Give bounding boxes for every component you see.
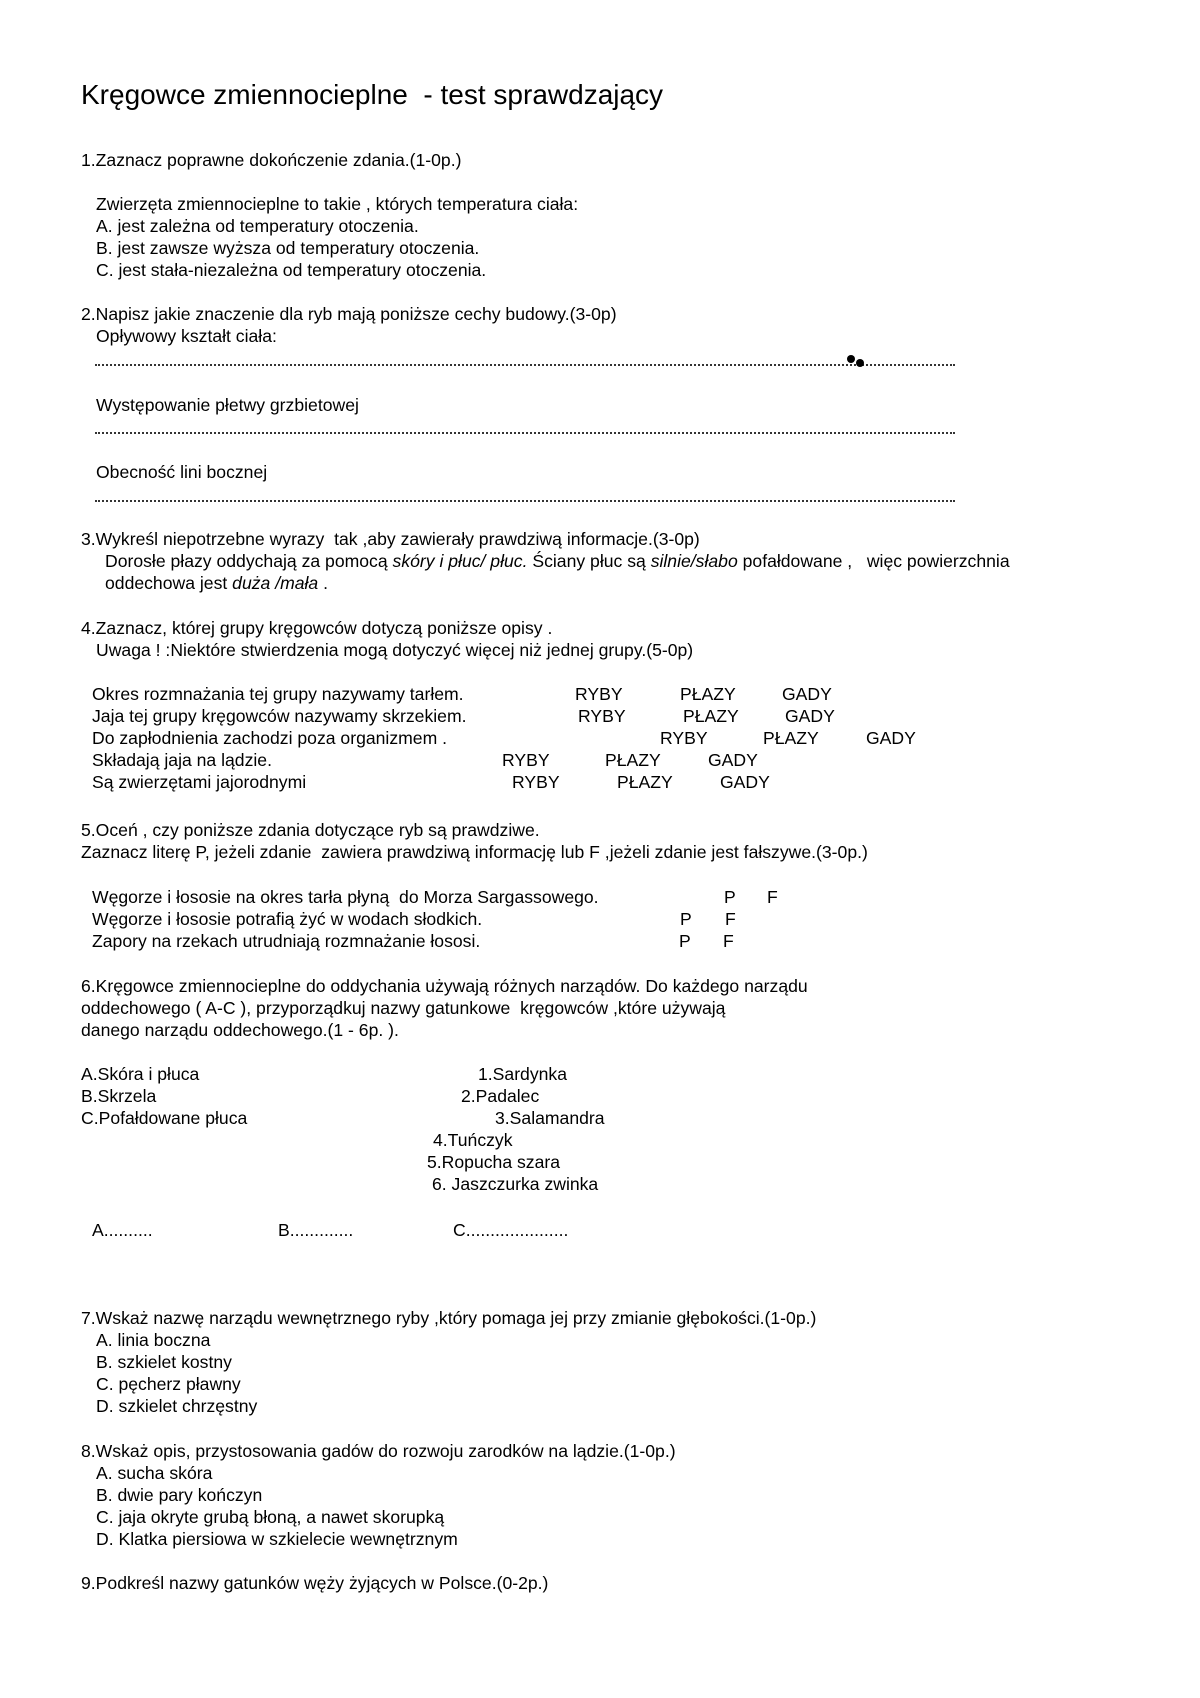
q4-option-gady[interactable]: GADY [720,772,770,792]
q2-feature-1: Opływowy kształt ciała: [96,326,277,346]
q6-organ-c: C.Pofałdowane płuca [81,1108,248,1128]
q4-option-plazy[interactable]: PŁAZY [680,684,736,704]
q4-option-ryby[interactable]: RYBY [660,728,708,748]
q8-option-d[interactable]: D. Klatka piersiowa w szkielecie wewnętrznym [96,1529,458,1549]
q6-answer-b[interactable]: B............. [278,1220,354,1240]
q3-text: oddechowa jest [105,573,233,593]
q4-statement: Są zwierzętami jajorodnymi [92,772,307,792]
q4-statement: Składają jaja na lądzie. [92,750,272,770]
q8-option-a[interactable]: A. sucha skóra [96,1463,213,1483]
q4-option-ryby[interactable]: RYBY [502,750,550,770]
q7-option-d[interactable]: D. szkielet chrzęstny [96,1396,258,1416]
q3-choice-folding[interactable]: silnie/słabo [650,551,738,571]
q5-statement: Węgorze i łososie na okres tarła płyną do Morza Sargassowego. [92,887,599,907]
q4-option-ryby[interactable]: RYBY [578,706,626,726]
q4-option-plazy[interactable]: PŁAZY [683,706,739,726]
q4-option-gady[interactable]: GADY [708,750,758,770]
q6-species-1: 1.Sardynka [478,1064,567,1084]
q7-option-b[interactable]: B. szkielet kostny [96,1352,232,1372]
q9-prompt: 9.Podkreśl nazwy gatunków węży żyjących w Polsce.(0-2p.) [81,1573,549,1593]
q6-prompt-line: danego narządu oddechowego.(1 - 6p. ). [81,1020,399,1040]
q5-option-f[interactable]: F [767,887,778,907]
q4-statement: Do zapłodnienia zachodzi poza organizmem . [92,728,448,748]
q3-prompt: 3.Wykreśl niepotrzebne wyrazy tak ,aby zawierały prawdziwą informacje.(3-0p) [81,529,700,549]
q1-stem: Zwierzęta zmiennocieplne to takie , których temperatura ciała: [96,194,579,214]
q1-option-a: A. jest zależna od temperatury otoczenia. [96,216,419,236]
q4-prompt: 4.Zaznacz, której grupy kręgowców dotyczą poniższe opisy . [81,618,553,638]
q4-option-plazy[interactable]: PŁAZY [605,750,661,770]
q6-prompt-line: 6.Kręgowce zmiennocieplne do oddychania używają różnych narządów. Do każdego narządu [81,976,808,996]
q1-option-c: C. jest stała-niezależna od temperatury otoczenia. [96,260,487,280]
q2-feature-3: Obecność lini bocznej [96,462,268,482]
q2-prompt: 2.Napisz jakie znaczenie dla ryb mają poniższe cechy budowy.(3-0p) [81,304,617,324]
q4-option-gady[interactable]: GADY [785,706,835,726]
q3-choice-surface[interactable]: duża /mała [232,573,319,593]
q3-sentence-line-1 [105,550,1010,572]
q4-option-gady[interactable]: GADY [782,684,832,704]
q4-option-plazy[interactable]: PŁAZY [763,728,819,748]
q6-answer-a[interactable]: A.......... [92,1220,153,1240]
q6-organ-b: B.Skrzela [81,1086,157,1106]
q5-option-p[interactable]: P [724,887,736,907]
q3-text: Ściany płuc są [527,551,651,571]
q5-option-f[interactable]: F [723,931,734,951]
q6-species-4: 4.Tuńczyk [433,1130,513,1150]
q5-statement: Węgorze i łososie potrafią żyć w wodach słodkich. [92,909,483,929]
q6-species-3: 3.Salamandra [495,1108,605,1128]
q6-species-6: 6. Jaszczurka zwinka [432,1174,599,1194]
q3-text: Dorosłe płazy oddychają za pomocą [105,551,393,571]
q5-statement: Zapory na rzekach utrudniają rozmnażanie łososi. [92,931,481,951]
q5-option-p[interactable]: P [679,931,691,951]
q5-option-p[interactable]: P [680,909,692,929]
q2-answer-line-3[interactable] [95,500,955,502]
q4-note: Uwaga ! :Niektóre stwierdzenia mogą dotyczyć więcej niż jednej grupy.(5-0p) [96,640,694,660]
q6-species-2: 2.Padalec [461,1086,540,1106]
q4-option-ryby[interactable]: RYBY [512,772,560,792]
q3-text: . [318,573,328,593]
q3-choice-breathing[interactable]: skóry i płuc/ płuc. [392,551,528,571]
q7-option-c[interactable]: C. pęcherz pławny [96,1374,241,1394]
q4-option-ryby[interactable]: RYBY [575,684,623,704]
q6-species-5: 5.Ropucha szara [427,1152,561,1172]
q4-option-gady[interactable]: GADY [866,728,916,748]
ink-dots-mark [845,354,867,368]
q8-prompt: 8.Wskaż opis, przystosowania gadów do rozwoju zarodków na lądzie.(1-0p.) [81,1441,676,1461]
q2-feature-2: Występowanie płetwy grzbietowej [96,395,359,415]
q3-sentence-line-2 [105,572,328,594]
q1-prompt: 1.Zaznacz poprawne dokończenie zdania.(1-0p.) [81,150,462,170]
q2-answer-line-2[interactable] [95,432,955,434]
q5-option-f[interactable]: F [725,909,736,929]
q1-option-b: B. jest zawsze wyższa od temperatury otoczenia. [96,238,480,258]
page-title: Kręgowce zmiennocieplne - test sprawdzający [81,79,664,110]
q4-option-plazy[interactable]: PŁAZY [617,772,673,792]
q6-organ-a: A.Skóra i płuca [81,1064,200,1084]
q6-answer-c[interactable]: C..................... [453,1220,569,1240]
q2-answer-line-1[interactable] [95,364,955,366]
q5-prompt: 5.Oceń , czy poniższe zdania dotyczące ryb są prawdziwe. [81,820,540,840]
q5-instruction: Zaznacz literę P, jeżeli zdanie zawiera prawdziwą informację lub F ,jeżeli zdanie jest fałszywe.(3-0p.) [81,842,868,862]
q3-text: pofałdowane , więc powierzchnia [737,551,1010,571]
q4-statement: Jaja tej grupy kręgowców nazywamy skrzekiem. [92,706,467,726]
q7-option-a[interactable]: A. linia boczna [96,1330,211,1350]
q7-prompt: 7.Wskaż nazwę narządu wewnętrznego ryby ,który pomaga jej przy zmianie głębokości.(1-0p.) [81,1308,817,1328]
q4-statement: Okres rozmnażania tej grupy nazywamy tarłem. [92,684,464,704]
q8-option-c[interactable]: C. jaja okryte grubą błoną, a nawet skorupką [96,1507,445,1527]
q6-prompt-line: oddechowego ( A-C ), przyporządkuj nazwy gatunkowe kręgowców ,które używają [81,998,726,1018]
q8-option-b[interactable]: B. dwie pary kończyn [96,1485,263,1505]
